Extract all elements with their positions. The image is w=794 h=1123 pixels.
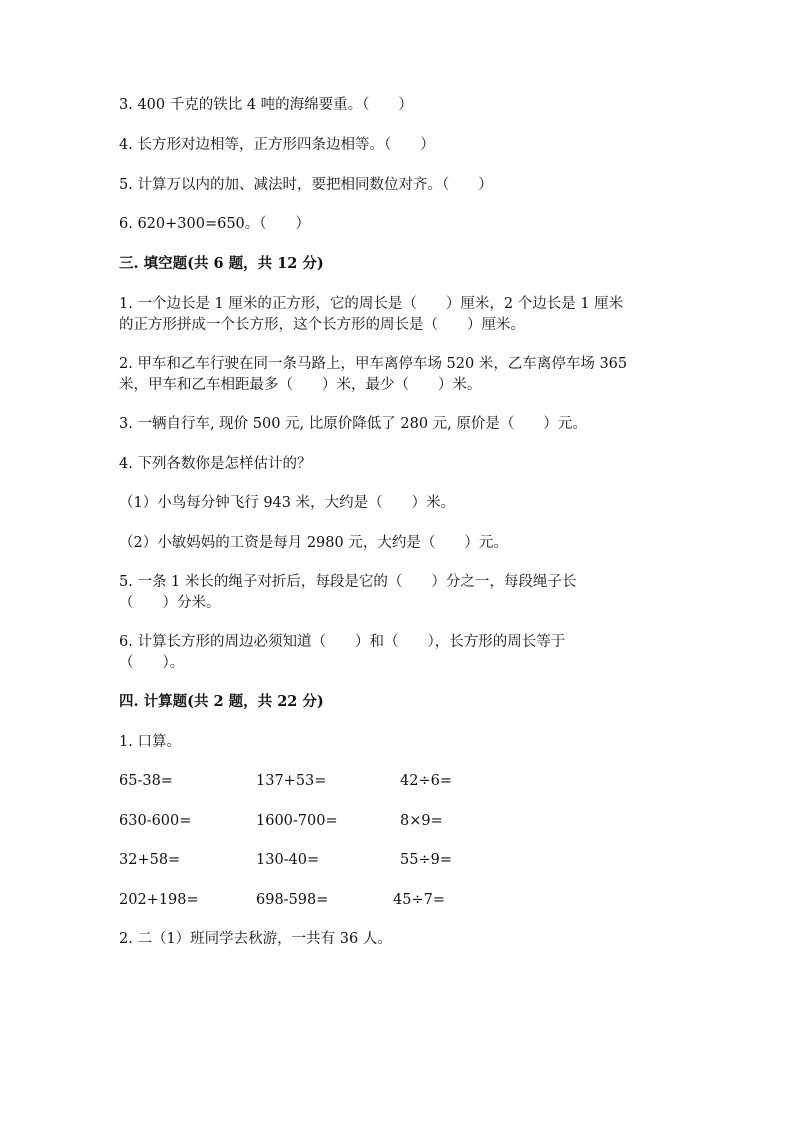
mental-math-item: 42÷6= xyxy=(400,773,452,789)
calc-question-2: 2. 二（1）班同学去秋游，一共有 36 人。 xyxy=(119,931,392,947)
mental-math-item: 45÷7= xyxy=(393,892,445,908)
mental-math-item: 698-598= xyxy=(256,892,329,908)
fill-question-1-line-2: 的正方形拼成一个长方形，这个长方形的周长是（ ）厘米。 xyxy=(119,317,525,333)
mental-math-item: 55÷9= xyxy=(400,852,452,868)
section-4-heading: 四. 计算题(共 2 题，共 22 分) xyxy=(119,693,324,710)
fill-question-4: 4. 下列各数你是怎样估计的？ xyxy=(119,456,312,472)
fill-question-2-line-2: 米，甲车和乙车相距最多（ ）米，最少（ ）米。 xyxy=(119,377,482,393)
section-3-heading: 三. 填空题(共 6 题，共 12 分) xyxy=(119,255,324,272)
true-false-item-5: 5. 计算万以内的加、减法时，要把相同数位对齐。（ ） xyxy=(119,177,493,193)
fill-question-3: 3. 一辆自行车, 现价 500 元, 比原价降低了 280 元, 原价是（ ）元。 xyxy=(119,416,587,432)
calc-question-1: 1. 口算。 xyxy=(119,734,181,750)
mental-math-item: 8×9= xyxy=(400,813,443,829)
fill-question-4-part-2: （2）小敏妈妈的工资是每月 2980 元，大约是（ ）元。 xyxy=(119,535,508,551)
mental-math-item: 630-600= xyxy=(119,813,192,829)
mental-math-item: 137+53= xyxy=(256,773,327,789)
fill-question-6-line-1: 6. 计算长方形的周边必须知道（ ）和（ ），长方形的周长等于 xyxy=(119,634,566,650)
fill-question-1-line-1: 1. 一个边长是 1 厘米的正方形，它的周长是（ ）厘米，2 个边长是 1 厘米 xyxy=(119,296,624,312)
mental-math-item: 65-38= xyxy=(119,773,173,789)
mental-math-item: 130-40= xyxy=(256,852,320,868)
mental-math-item: 202+198= xyxy=(119,892,199,908)
fill-question-2-line-1: 2. 甲车和乙车行驶在同一条马路上，甲车离停车场 520 米，乙车离停车场 365 xyxy=(119,356,628,372)
mental-math-item: 1600-700= xyxy=(256,813,338,829)
true-false-item-6: 6. 620+300=650。（ ） xyxy=(119,216,311,232)
fill-question-5-line-1: 5. 一条 1 米长的绳子对折后，每段是它的（ ）分之一，每段绳子长 xyxy=(119,574,577,590)
fill-question-4-part-1: （1）小鸟每分钟飞行 943 米，大约是（ ）米。 xyxy=(119,495,456,511)
fill-question-5-line-2: （ ）分米。 xyxy=(119,595,221,611)
fill-question-6-line-2: （ ）。 xyxy=(119,655,185,671)
true-false-item-4: 4. 长方形对边相等，正方形四条边相等。（ ） xyxy=(119,137,435,153)
mental-math-item: 32+58= xyxy=(119,852,181,868)
true-false-item-3: 3. 400 千克的铁比 4 吨的海绵要重。（ ） xyxy=(119,97,413,113)
